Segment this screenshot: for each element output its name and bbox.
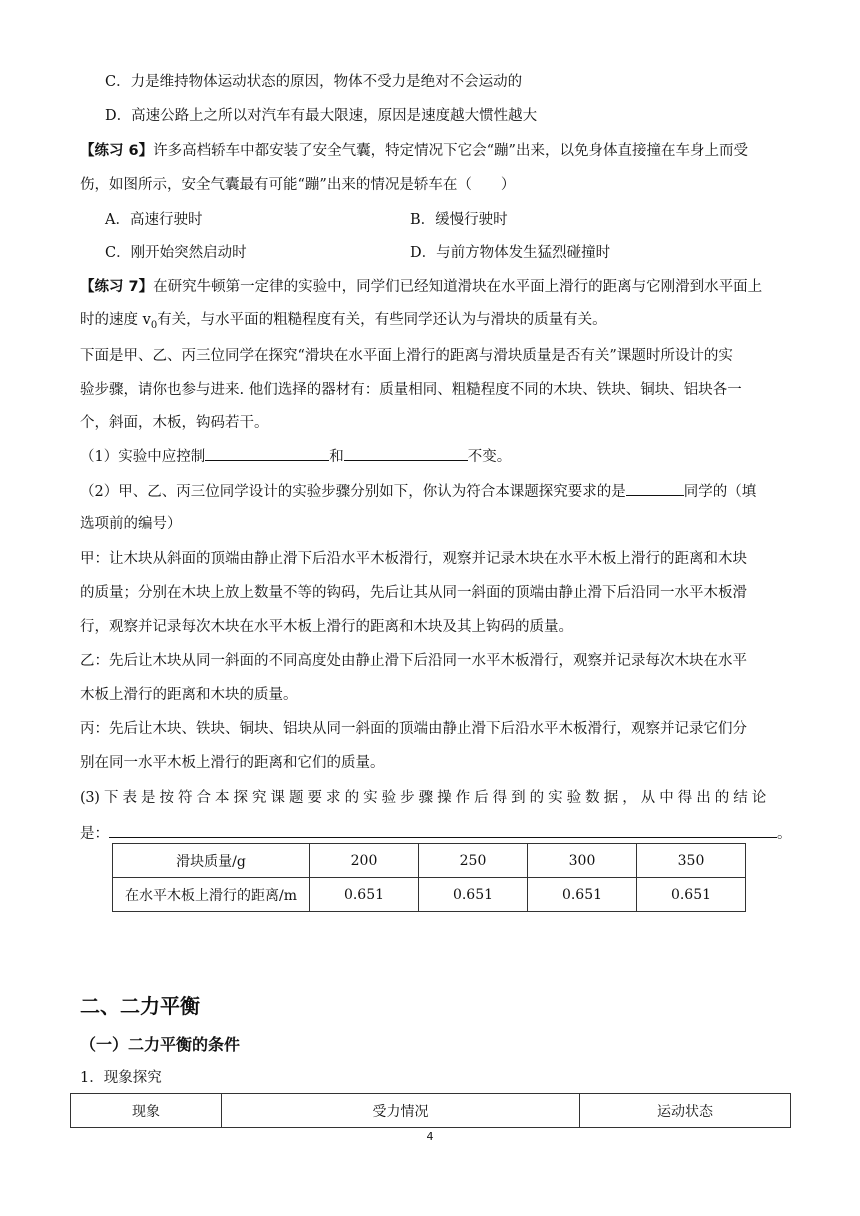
jia-line-1: 甲：让木块从斜面的顶端由静止滑下后沿水平木板滑行，观察并记录木块在水平木板上滑行的距离和木块 [80,551,747,567]
question-3-line-1: (3) 下 表 是 按 符 合 本 探 究 课 题 要 求 的 实 验 步 骤 操 作 后 得 到 的 实 验 数 据 ， 从 中 得 出 的 结 论 [80,790,766,806]
table-cell: 350 [637,844,746,878]
section-title: 二、二力平衡 [80,994,200,1018]
exercise-7-tag: 【练习 7】 [80,279,154,295]
bing-line-1: 丙：先后让木块、铁块、铜块、铝块从同一斜面的顶端由静止滑下后沿水平木板滑行，观察并记录它们分 [80,721,747,737]
exercise-6-option-d: D．与前方物体发生猛烈碰撞时 [410,245,611,261]
answer-blank-2[interactable] [344,445,468,461]
exercise-6-line-2: 伤，如图所示，安全气囊最有可能“蹦”出来的情况是轿车在（ ） [80,177,516,193]
bing-line-2: 别在同一水平木板上滑行的距离和它们的质量。 [80,755,385,771]
table-cell: 200 [310,844,419,878]
option-d-prev: D．高速公路上之所以对汽车有最大限速，原因是速度越大惯性越大 [105,108,538,124]
subsection-title: （一）二力平衡的条件 [80,1035,241,1054]
table-cell: 300 [528,844,637,878]
exercise-7-line-2: 时的速度 $v_0$有关，与水平面的粗糙程度有关，有些同学还认为与滑块的质量有关。 [80,312,607,331]
exercise-7-line-1: 【练习 7】在研究牛顿第一定律的实验中，同学们已经知道滑块在水平面上滑行的距离与它刚滑到水平面上 [80,279,763,295]
question-1: （1）实验中应控制 和 不变。 [80,445,511,467]
item-heading: 1．现象探究 [80,1070,162,1086]
exercise-6-option-a: A．高速行驶时 [105,212,203,228]
table-cell: 滑块质量/g [113,844,310,878]
exercise-7-line-4: 验步骤，请你也参与进来. 他们选择的器材有：质量相同、粗糙程度不同的木块、铁块、铜块、铝块各一 [80,382,742,398]
exercise-7-line-5: 个，斜面，木板，钩码若干。 [80,415,269,431]
question-3-line-2: 是： 。 [80,822,792,844]
yi-line-2: 木板上滑行的距离和木块的质量。 [80,687,298,703]
question-2-line-1: （2）甲、乙、丙三位同学设计的实验步骤分别如下，你认为符合本课题探究要求的是 同学的（填 [80,480,756,502]
page-number: 4 [426,1130,434,1143]
exercise-6-option-c: C．刚开始突然启动时 [105,245,247,261]
table-header-cell: 运动状态 [580,1094,791,1128]
table-cell: 0.651 [528,878,637,912]
experiment-data-table [112,843,746,912]
question-2-line-2: 选项前的编号） [80,516,182,532]
jia-line-2: 的质量；分别在木块上放上数量不等的钩码，先后让其从同一斜面的顶端由静止滑下后沿同一水平木板滑 [80,585,747,601]
option-c-prev: C．力是维持物体运动状态的原因，物体不受力是绝对不会运动的 [105,74,523,90]
answer-blank-1[interactable] [205,445,329,461]
yi-line-1: 乙：先后让木块从同一斜面的不同高度处由静止滑下后沿同一水平木板滑行，观察并记录每次木块在水平 [80,653,747,669]
table-cell: 250 [419,844,528,878]
jia-line-3: 行，观察并记录每次木块在水平木板上滑行的距离和木块及其上钩码的质量。 [80,619,573,635]
exercise-7-line-3: 下面是甲、乙、丙三位同学在探究“滑块在水平面上滑行的距离与滑块质量是否有关”课题时所设计的实 [80,348,733,364]
table-cell: 0.651 [310,878,419,912]
phenomenon-table [70,1093,791,1128]
table-cell: 在水平木板上滑行的距离/m [113,878,310,912]
table-header-cell: 受力情况 [222,1094,580,1128]
table-row [113,844,746,878]
conclusion-blank[interactable] [109,822,777,838]
exercise-6-line-1: 【练习 6】许多高档轿车中都安装了安全气囊，特定情况下它会“蹦”出来，以免身体直接撞在车身上而受 [80,143,748,159]
table-cell: 0.651 [637,878,746,912]
table-header-cell: 现象 [71,1094,222,1128]
exercise-6-option-b: B．缓慢行驶时 [410,212,508,228]
exercise-6-tag: 【练习 6】 [80,143,154,159]
answer-blank-3[interactable] [626,480,684,496]
table-row [71,1094,791,1128]
table-row [113,878,746,912]
table-cell: 0.651 [419,878,528,912]
